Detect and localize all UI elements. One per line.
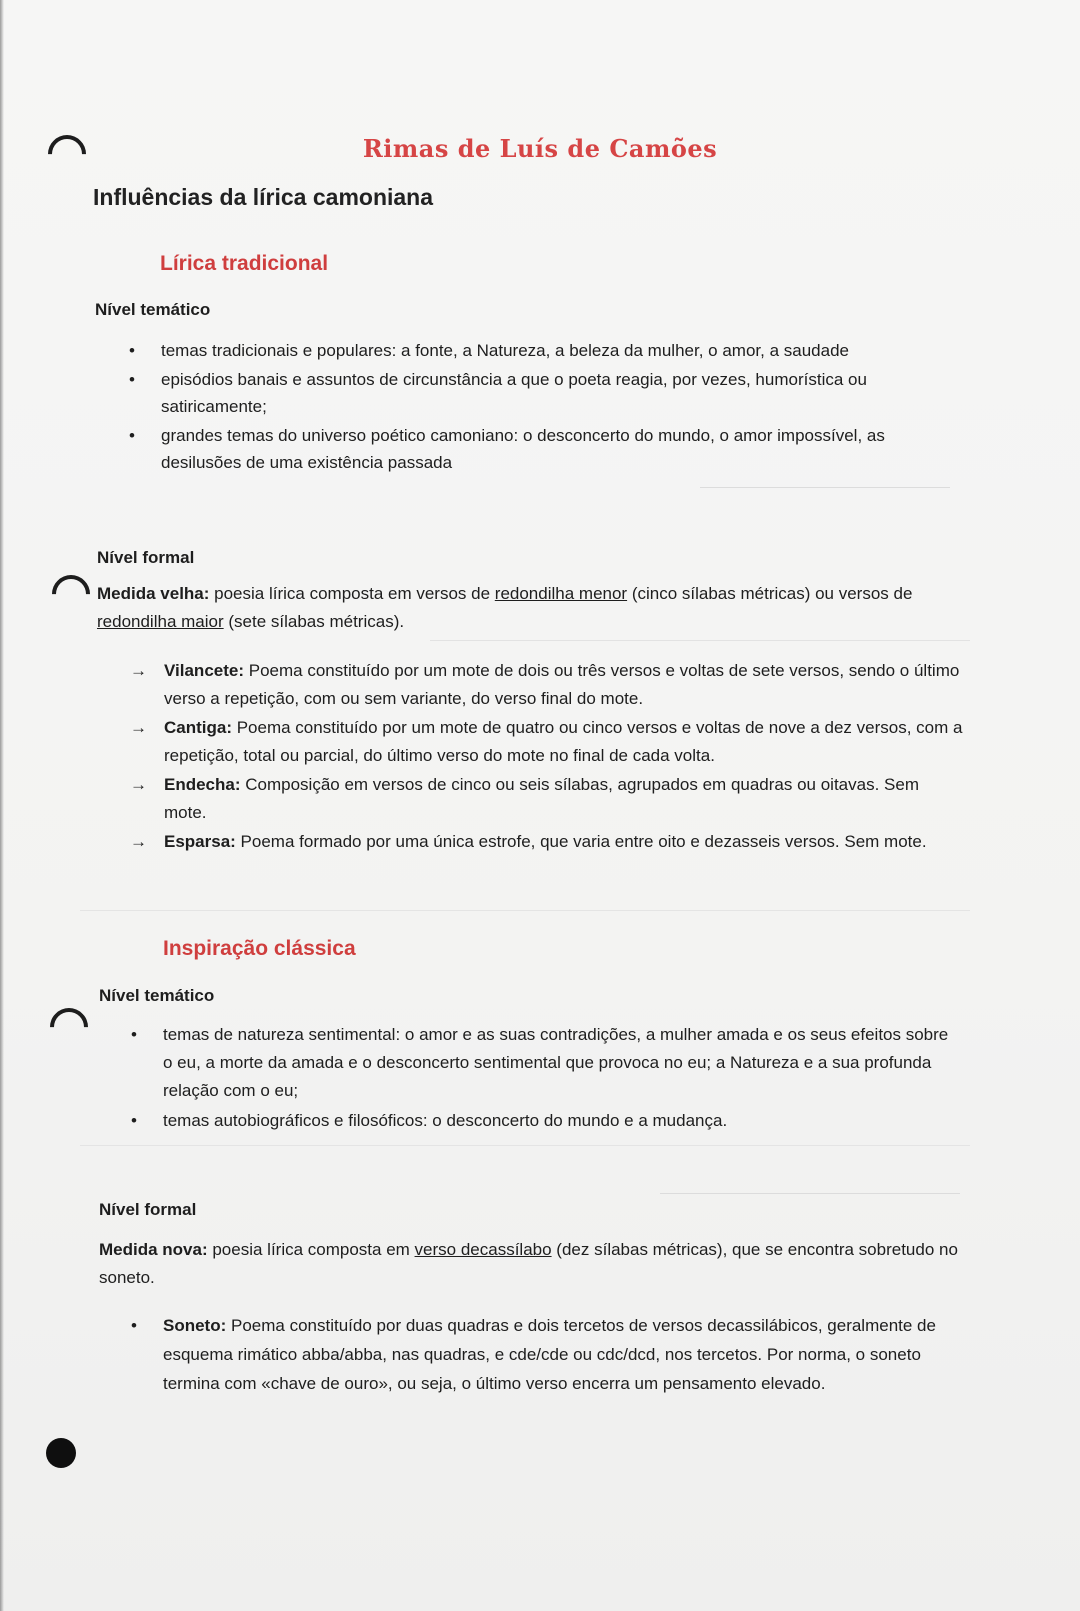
bleed-through-line xyxy=(80,1145,970,1146)
list-item-text: episódios banais e assuntos de circunstância a que o poeta reagia, por vezes, humorística ou satiricamente; xyxy=(161,370,867,416)
subsection-heading-tradicional: Lírica tradicional xyxy=(160,252,329,275)
form-text: Composição em versos de cinco ou seis sílabas, agrupados em quadras ou oitavas. Sem mote. xyxy=(164,775,919,822)
nivel-tematico-heading: Nível temático xyxy=(95,300,211,319)
medida-nova-label: Medida nova: xyxy=(99,1240,208,1259)
subsection-heading-classica: Inspiração clássica xyxy=(163,937,356,960)
punch-hole-arc xyxy=(44,567,98,621)
form-label: Esparsa: xyxy=(164,832,236,851)
section-heading: Influências da lírica camoniana xyxy=(93,184,434,210)
redondilha-menor-term: redondilha menor xyxy=(494,584,628,603)
bleed-through-line xyxy=(80,910,970,911)
punch-hole-arc xyxy=(42,1000,96,1054)
form-item xyxy=(130,657,965,713)
bullet-icon: • xyxy=(131,1316,137,1335)
medida-velha-label: Medida velha: xyxy=(97,584,210,603)
list-item-text: grandes temas do universo poético camoniano: o desconcerto do mundo, o amor impossível, as desilusões de uma existência passada xyxy=(161,426,885,472)
list-item-text: temas tradicionais e populares: a fonte, a Natureza, a beleza da mulher, o amor, a saudade xyxy=(161,341,849,360)
form-text: Poema formado por uma única estrofe, que varia entre oito e dezasseis versos. Sem mote. xyxy=(235,832,927,851)
arrow-right-icon: → xyxy=(130,661,147,680)
list-item xyxy=(129,1311,979,1398)
form-label: Endecha: xyxy=(164,775,241,794)
list-item-text: temas de natureza sentimental: o amor e as suas contradições, a mulher amada e os seus efeitos sobre o eu, a morte da amada e o desconcerto sentimental que provoca no eu; a Natureza e a sua profunda relação com o eu; xyxy=(163,1025,949,1100)
form-text: Poema constituído por um mote de quatro ou cinco versos e voltas de nove a dez versos, com a repetição, total ou parcial, do último verso do mote no final de cada volta. xyxy=(164,718,963,765)
list-item xyxy=(127,422,957,476)
soneto-list xyxy=(129,1311,979,1400)
form-item xyxy=(130,714,965,770)
soneto-text: Poema constituído por duas quadras e dois tercetos de versos decassilábicos, geralmente de esquema rimático abba/abba, nas quadras, e cde/cde ou cdc/dcd, nos tercetos. Por norma, o soneto termina com «chave de ouro», ou seja, o último verso encerra um pensamento elevado. xyxy=(163,1316,936,1393)
redondilha-maior-term: redondilha maior xyxy=(97,612,224,631)
page-edge-shadow xyxy=(0,0,4,1611)
bullet-icon: • xyxy=(129,341,135,360)
arrow-right-icon: → xyxy=(130,775,147,794)
form-label: Cantiga: xyxy=(164,718,232,737)
bleed-through-line xyxy=(700,487,950,488)
bullet-icon: • xyxy=(129,426,135,445)
form-text: Poema constituído por um mote de dois ou três versos e voltas de sete versos, sendo o último verso a repetição, com ou sem variante, do verso final do mote. xyxy=(164,661,960,708)
nivel-formal-heading: Nível formal xyxy=(99,1200,197,1219)
bleed-through-line xyxy=(430,640,970,641)
medida-velha-paragraph xyxy=(97,580,947,636)
form-label: Vilancete: xyxy=(164,661,245,680)
medida-text: poesia lírica composta em xyxy=(207,1240,415,1259)
list-item xyxy=(127,366,957,420)
bleed-through-line xyxy=(660,1193,960,1194)
verso-decassilabo-term: verso decassílabo xyxy=(414,1240,552,1259)
nivel-tematico-heading: Nível temático xyxy=(99,986,215,1005)
classica-tematico-list xyxy=(129,1021,949,1137)
bullet-icon: • xyxy=(131,1111,137,1130)
bullet-icon: • xyxy=(129,370,135,389)
document-title: Rimas de Luís de Camões xyxy=(362,134,718,163)
form-item xyxy=(130,771,965,827)
nivel-formal-heading: Nível formal xyxy=(97,548,195,567)
form-item xyxy=(130,828,965,856)
medida-text: (sete sílabas métricas). xyxy=(223,612,405,631)
formas-list xyxy=(130,657,965,857)
list-item xyxy=(127,337,957,364)
bullet-icon: • xyxy=(131,1025,137,1044)
punch-hole xyxy=(46,1438,76,1468)
list-item-text: temas autobiográficos e filosóficos: o desconcerto do mundo e a mudança. xyxy=(163,1111,728,1130)
medida-text: (cinco sílabas métricas) ou versos de xyxy=(627,584,913,603)
medida-text: poesia lírica composta em versos de xyxy=(209,584,495,603)
list-item xyxy=(129,1021,949,1105)
arrow-right-icon: → xyxy=(130,832,147,851)
soneto-label: Soneto: xyxy=(163,1316,227,1335)
medida-nova-paragraph xyxy=(99,1236,959,1292)
tradicional-tematico-list xyxy=(127,337,957,478)
medida-text: (dez sílabas métricas), que se encontra sobretudo no soneto. xyxy=(99,1240,958,1287)
list-item xyxy=(129,1107,949,1135)
arrow-right-icon: → xyxy=(130,718,147,737)
